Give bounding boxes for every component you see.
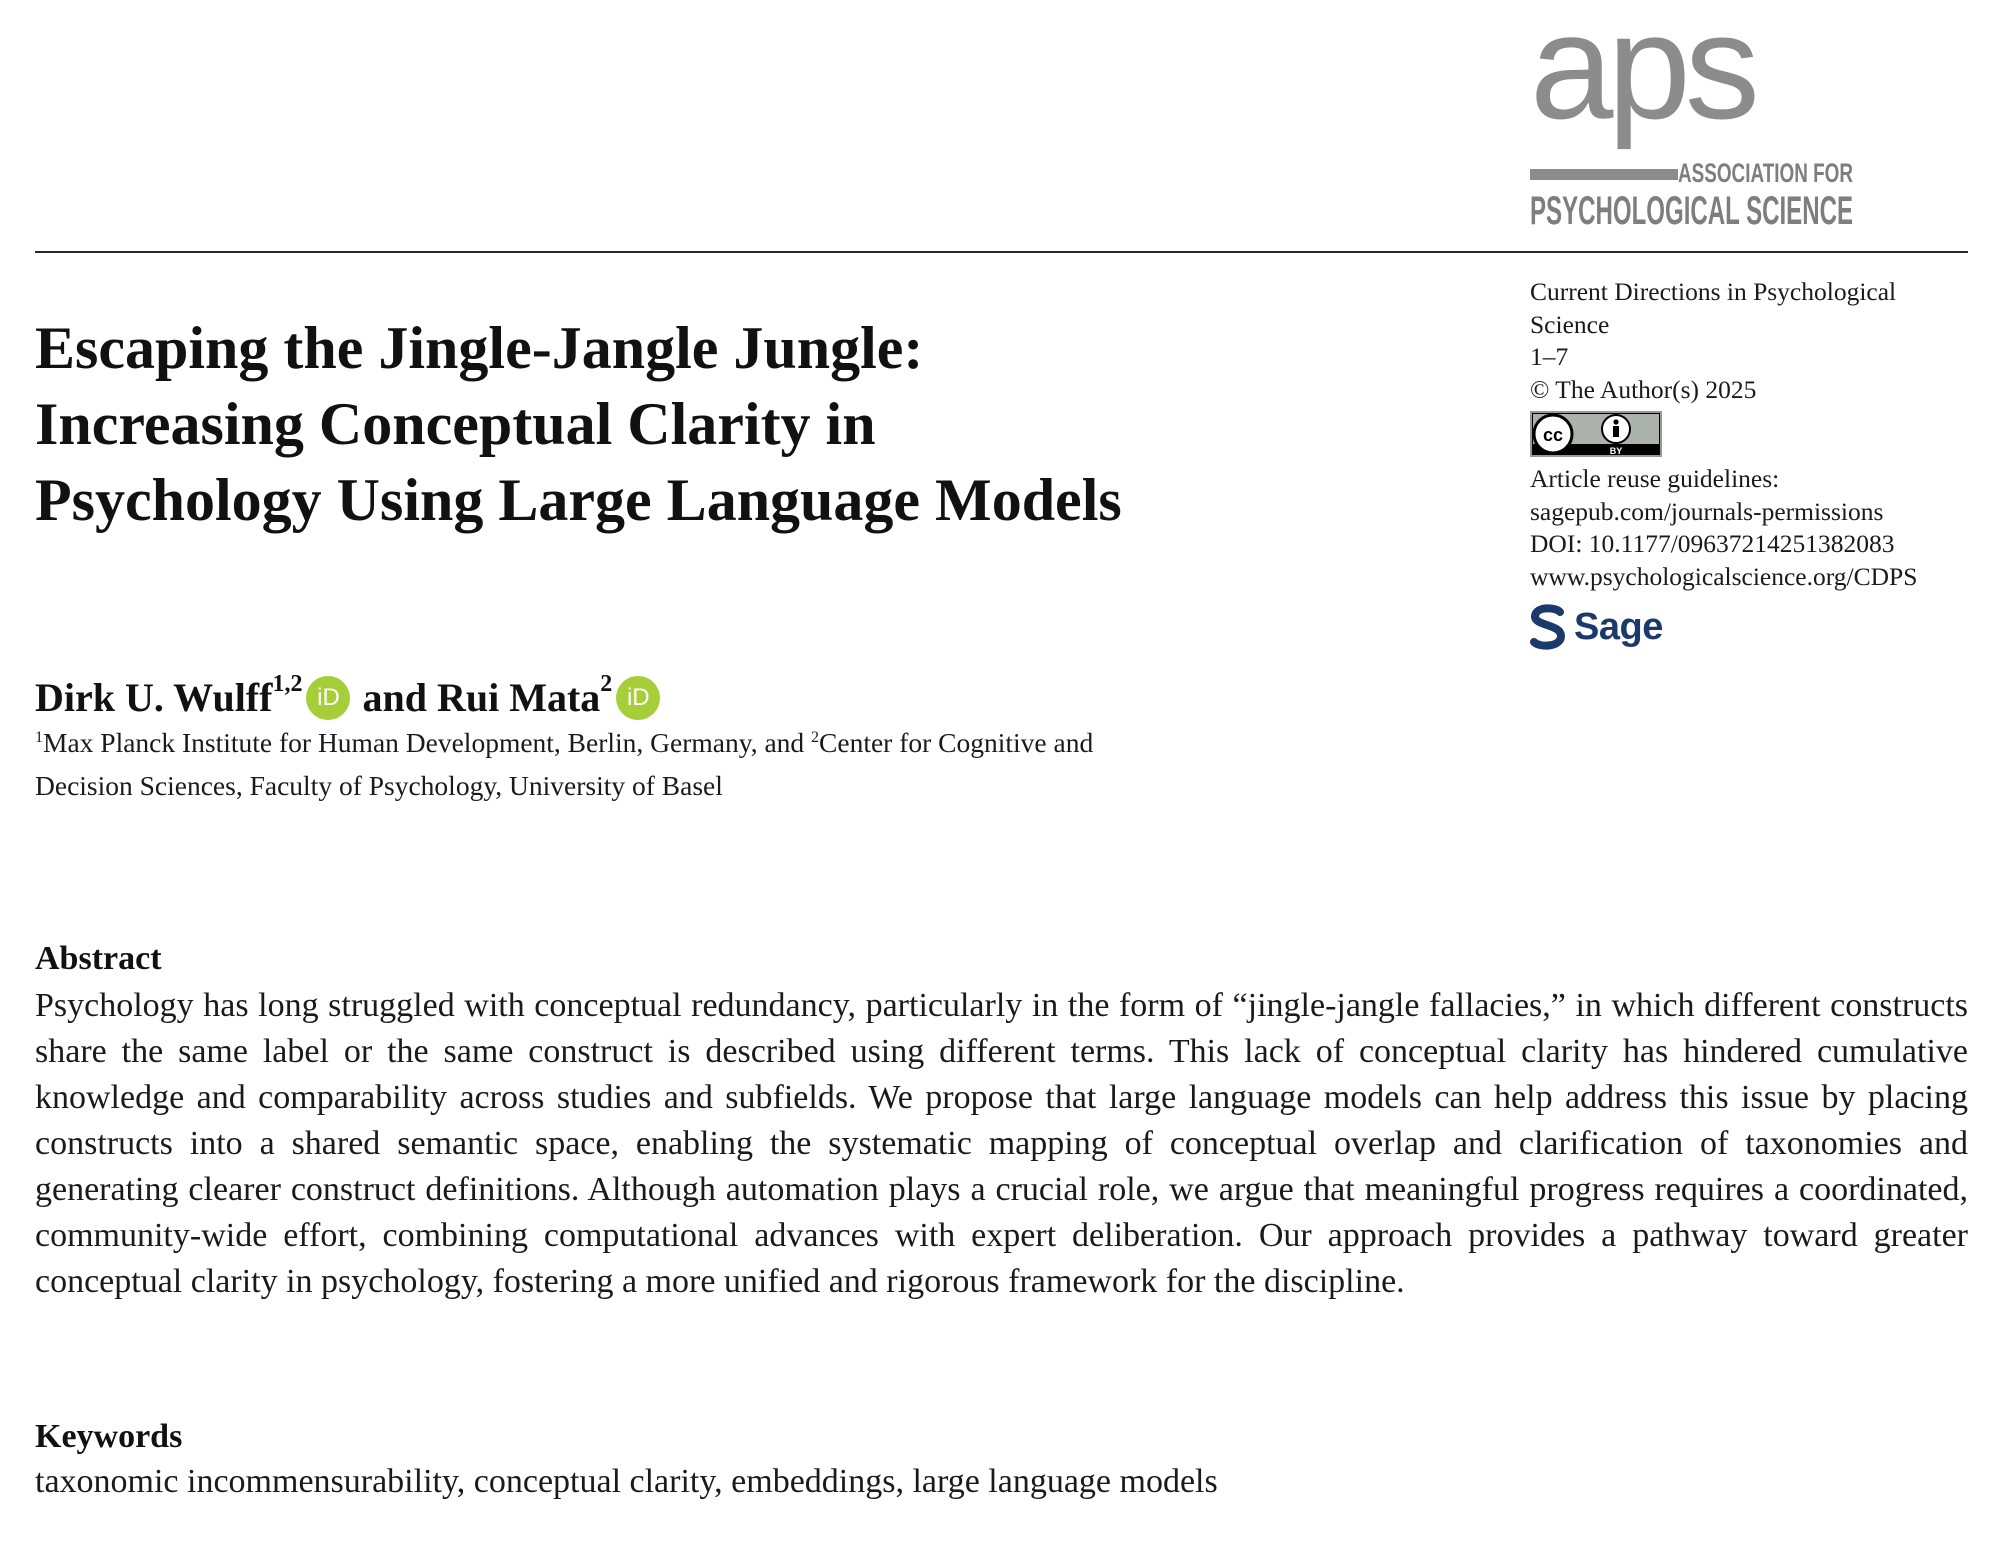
journal-info <box>1530 276 1970 653</box>
journal-name-line2: Science <box>1530 309 1610 339</box>
author-affiliation-sup: 2 <box>600 671 613 697</box>
title-line1: Escaping the Jingle-Jangle Jungle: <box>35 315 924 381</box>
doi[interactable]: DOI: 10.1177/09637214251382083 <box>1530 529 1895 558</box>
keywords-heading: Keywords <box>35 1418 183 1455</box>
title-line2: Increasing Conceptual Clarity in <box>35 391 876 457</box>
sage-wordmark: Sage <box>1574 605 1663 648</box>
journal-website[interactable]: www.psychologicalscience.org/CDPS <box>1530 561 1918 591</box>
by-glyph: BY <box>1609 446 1623 456</box>
article-title <box>35 310 1475 538</box>
reuse-label: Article reuse guidelines: <box>1530 464 1780 493</box>
sage-logo <box>1530 601 1970 653</box>
sage-s-icon <box>1530 604 1566 650</box>
author-name: Dirk U. Wulff <box>35 675 273 720</box>
aps-logo <box>1530 0 1860 233</box>
affiliations <box>35 724 1355 805</box>
page-range: 1–7 <box>1530 342 1569 371</box>
author-affiliation-sup: 1,2 <box>272 671 303 697</box>
affil-text: Max Planck Institute for Human Development, Berlin, Germany, and <box>43 727 812 758</box>
abstract-heading: Abstract <box>35 940 162 977</box>
cc-by-license-icon <box>1530 411 1662 457</box>
affil-sup: 1 <box>35 729 43 746</box>
orcid-icon[interactable]: iD <box>306 676 350 720</box>
journal-name-line1: Current Directions in Psychological <box>1530 277 1897 306</box>
author-name: Rui Mata <box>436 675 601 720</box>
affil-text: Center for Cognitive and <box>819 727 1094 758</box>
aps-logo-word: aps <box>1530 0 1754 150</box>
author-list <box>35 670 672 726</box>
affil-text: Decision Sciences, Faculty of Psychology, University of Basel <box>35 770 723 801</box>
keywords-list: taxonomic incommensurability, conceptual clarity, embeddings, large language models <box>35 1463 1218 1500</box>
cc-glyph: cc <box>1542 425 1564 445</box>
abstract-body: Psychology has long struggled with conceptual redundancy, particularly in the form of “jingle-jangle fallacies,” in which different constructs share the same label or the same construct is described using different terms. This lack of conceptual clarity has hindered cumulative knowledge and comparability across studies and subfields. We propose that large language models can help address this issue by placing constructs into a shared semantic space, enabling the systematic mapping of conceptual overlap and clarification of taxonomies and generating clearer construct definitions. Although automation plays a crucial role, we argue that meaningful progress requires a coordinated, community-wide effort, combining computational advances with expert deliberation. Our approach provides a pathway toward greater conceptual clarity in psychology, fostering a more unified and rigorous framework for the discipline. <box>35 987 1968 1300</box>
affil-sup: 2 <box>811 729 820 746</box>
aps-logo-line2: PSYCHOLOGICAL SCIENCE <box>1530 189 1853 233</box>
author-separator: and <box>362 675 427 720</box>
reuse-link[interactable]: sagepub.com/journals-permissions <box>1530 496 1884 526</box>
copyright: © The Author(s) 2025 <box>1530 374 1757 404</box>
aps-logo-line1: ASSOCIATION FOR <box>1678 158 1853 188</box>
title-line3: Psychology Using Large Language Models <box>35 467 1122 533</box>
header-rule <box>35 251 1968 253</box>
orcid-icon[interactable]: iD <box>616 676 660 720</box>
